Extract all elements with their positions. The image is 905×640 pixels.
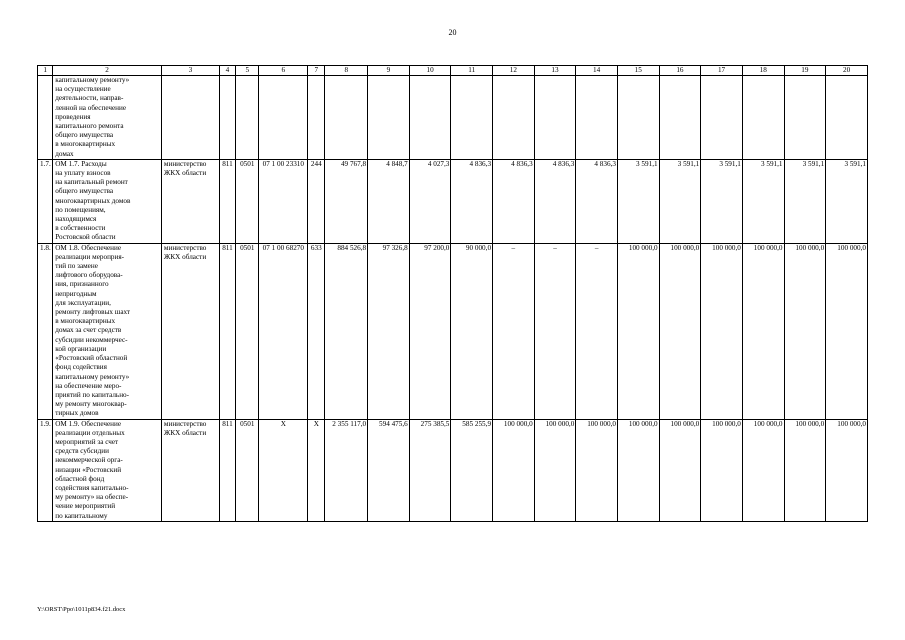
amount-cell: 3 591,1 — [617, 159, 659, 243]
grbs-code-cell: 811 — [219, 243, 235, 419]
amount-cell: – — [576, 243, 618, 419]
description-line: на обеспечение меро- — [55, 381, 122, 390]
description-line: по помещениям, — [55, 205, 106, 214]
amount-cell — [409, 76, 451, 160]
amount-cell: 100 000,0 — [617, 243, 659, 419]
description-line: реализации мероприя- — [55, 252, 125, 261]
target-code-cell: 07 1 00 68270 — [259, 243, 308, 419]
description-line: ремонту лифтовых шахт — [55, 308, 131, 317]
amount-cell: 100 000,0 — [742, 419, 784, 521]
amount-cell: 3 591,1 — [826, 159, 868, 243]
description-line: непригодным — [55, 289, 97, 298]
section-code-cell: 0501 — [236, 419, 259, 521]
column-number-cell: 8 — [325, 66, 368, 76]
column-number-cell: 14 — [576, 66, 618, 76]
amount-cell — [451, 76, 493, 160]
description-line: многоквартирных домов — [55, 196, 131, 205]
amount-cell: 100 000,0 — [826, 419, 868, 521]
amount-cell: 100 000,0 — [784, 419, 826, 521]
amount-cell — [784, 76, 826, 160]
column-number-cell: 11 — [451, 66, 493, 76]
amount-cell: 585 255,9 — [451, 419, 493, 521]
expense-type-cell: 633 — [308, 243, 325, 419]
description-line: областной фонд — [55, 474, 105, 483]
column-number-cell: 6 — [259, 66, 308, 76]
column-number-cell: 13 — [534, 66, 576, 76]
amount-cell — [826, 76, 868, 160]
executor-line: министерство — [163, 419, 207, 428]
amount-cell: 100 000,0 — [701, 243, 743, 419]
description-line: некоммерческой орга- — [55, 456, 123, 465]
amount-cell: 100 000,0 — [742, 243, 784, 419]
amount-cell — [576, 76, 618, 160]
description-line: ОМ 1.7. Расходы — [55, 159, 107, 168]
amount-cell — [325, 76, 368, 160]
description-line: тий по замене — [55, 262, 98, 271]
amount-cell: 3 591,1 — [659, 159, 701, 243]
executor-cell — [161, 76, 219, 160]
target-code-cell: 07 1 00 23310 — [259, 159, 308, 243]
description-line: субсидии некоммерчес- — [55, 335, 128, 344]
amount-cell — [701, 76, 743, 160]
description-line: му ремонту многоквар- — [55, 400, 127, 409]
executor-line: ЖКХ области — [163, 428, 207, 437]
amount-cell: 594 475,6 — [368, 419, 410, 521]
amount-cell — [742, 76, 784, 160]
executor-line: министерство — [163, 159, 207, 168]
description-line: ОМ 1.8. Обеспечение — [55, 243, 122, 252]
grbs-code-cell: 811 — [219, 419, 235, 521]
description-line: приятий по капитально- — [55, 390, 130, 399]
column-number-cell: 4 — [219, 66, 235, 76]
amount-cell — [493, 76, 535, 160]
amount-cell: 100 000,0 — [659, 243, 701, 419]
description-cell — [53, 419, 162, 521]
description-line: мероприятий за счет — [55, 437, 119, 446]
amount-cell: 100 000,0 — [784, 243, 826, 419]
amount-cell — [617, 76, 659, 160]
expense-type-cell: Х — [308, 419, 325, 521]
column-number-cell: 5 — [236, 66, 259, 76]
amount-cell: 4 836,3 — [576, 159, 618, 243]
amount-cell: 49 767,8 — [325, 159, 368, 243]
executor-line: ЖКХ области — [163, 252, 207, 261]
description-line: в собственности — [55, 224, 106, 233]
description-line: по капитальному — [55, 511, 108, 520]
column-number-cell: 3 — [161, 66, 219, 76]
description-line: на капитальный ремонт — [55, 178, 128, 187]
program-table-container — [37, 65, 868, 522]
column-number-cell: 20 — [826, 66, 868, 76]
description-cell — [53, 76, 162, 160]
amount-cell: 4 027,3 — [409, 159, 451, 243]
column-number-cell: 10 — [409, 66, 451, 76]
description-line: капитальному ремонту» — [55, 372, 130, 381]
amount-cell: 100 000,0 — [659, 419, 701, 521]
executor-cell — [161, 419, 219, 521]
file-path-footer: Y:\ORST\Ppo\1011p834.f21.docx — [37, 606, 126, 613]
description-cell — [53, 159, 162, 243]
description-line: на уплату взносов — [55, 169, 111, 178]
amount-cell — [368, 76, 410, 160]
amount-cell — [659, 76, 701, 160]
row-number-cell: 1.9. — [38, 419, 53, 521]
description-line: в многоквартирных — [55, 140, 116, 149]
description-line: фонд содействия — [55, 363, 107, 372]
column-number-cell: 19 — [784, 66, 826, 76]
amount-cell: 3 591,1 — [701, 159, 743, 243]
description-line: Ростовской области — [55, 233, 116, 242]
amount-cell: 3 591,1 — [784, 159, 826, 243]
amount-cell: 100 000,0 — [826, 243, 868, 419]
executor-line: министерство — [163, 243, 207, 252]
amount-cell: – — [493, 243, 535, 419]
table-row — [38, 159, 868, 243]
description-line: капитального ремонта — [55, 122, 124, 131]
description-line: общего имущества — [55, 187, 114, 196]
description-line: ленной на обеспечение — [55, 103, 127, 112]
amount-cell: 2 355 117,0 — [325, 419, 368, 521]
amount-cell: 90 000,0 — [451, 243, 493, 419]
description-line: общего имущества — [55, 131, 114, 140]
grbs-code-cell: 811 — [219, 159, 235, 243]
description-line: ОМ 1.9. Обеспечение — [55, 419, 122, 428]
amount-cell: 100 000,0 — [534, 419, 576, 521]
section-code-cell — [236, 76, 259, 160]
column-number-cell: 16 — [659, 66, 701, 76]
column-number-cell: 2 — [53, 66, 162, 76]
description-line: находящимся — [55, 215, 97, 224]
executor-line: ЖКХ области — [163, 169, 207, 178]
amount-cell: 100 000,0 — [617, 419, 659, 521]
expense-type-cell: 244 — [308, 159, 325, 243]
column-number-cell: 9 — [368, 66, 410, 76]
description-line: «Ростовский областной — [55, 354, 128, 363]
executor-cell — [161, 243, 219, 419]
description-line: реализации отдельных — [55, 428, 125, 437]
column-number-cell: 1 — [38, 66, 53, 76]
page-number: 20 — [448, 28, 457, 37]
description-line: содействия капитально- — [55, 483, 129, 492]
description-line: средств субсидии — [55, 447, 109, 456]
amount-cell: 884 526,8 — [325, 243, 368, 419]
amount-cell — [534, 76, 576, 160]
amount-cell: 100 000,0 — [701, 419, 743, 521]
table-row — [38, 243, 868, 419]
amount-cell: 3 591,1 — [742, 159, 784, 243]
description-line: для эксплуатации, — [55, 298, 111, 307]
description-line: деятельности, направ- — [55, 94, 124, 103]
section-code-cell: 0501 — [236, 159, 259, 243]
description-line: на осуществление — [55, 85, 111, 94]
target-code-cell — [259, 76, 308, 160]
description-line: чение мероприятий — [55, 502, 116, 511]
column-number-cell: 12 — [493, 66, 535, 76]
column-number-cell: 15 — [617, 66, 659, 76]
description-line: в многоквартирных — [55, 317, 116, 326]
amount-cell: 275 385,5 — [409, 419, 451, 521]
amount-cell: 4 836,3 — [493, 159, 535, 243]
expense-type-cell — [308, 76, 325, 160]
description-line: лифтового оборудова- — [55, 271, 123, 280]
column-number-cell: 18 — [742, 66, 784, 76]
section-code-cell: 0501 — [236, 243, 259, 419]
description-line: тирных домов — [55, 409, 99, 418]
row-number-cell — [38, 76, 53, 160]
program-table — [37, 65, 868, 522]
description-line: му ремонту» на обеспе- — [55, 493, 129, 502]
description-line: ния, признанного — [55, 280, 109, 289]
table-row — [38, 419, 868, 521]
row-number-cell: 1.8. — [38, 243, 53, 419]
amount-cell: 100 000,0 — [576, 419, 618, 521]
description-cell — [53, 243, 162, 419]
description-line: капитальному ремонту» — [55, 76, 130, 84]
table-row — [38, 76, 868, 160]
column-number-cell: 17 — [701, 66, 743, 76]
amount-cell: 4 836,3 — [534, 159, 576, 243]
amount-cell: 4 836,3 — [451, 159, 493, 243]
column-number-cell: 7 — [308, 66, 325, 76]
executor-cell — [161, 159, 219, 243]
amount-cell: 4 848,7 — [368, 159, 410, 243]
description-line: домах за счет средств — [55, 326, 122, 335]
amount-cell: – — [534, 243, 576, 419]
description-line: домах — [55, 149, 74, 158]
target-code-cell: Х — [259, 419, 308, 521]
amount-cell: 100 000,0 — [493, 419, 535, 521]
description-line: низации «Ростовский — [55, 465, 122, 474]
row-number-cell: 1.7. — [38, 159, 53, 243]
description-line: проведения — [55, 112, 91, 121]
amount-cell: 97 326,8 — [368, 243, 410, 419]
grbs-code-cell — [219, 76, 235, 160]
amount-cell: 97 200,0 — [409, 243, 451, 419]
column-number-row — [38, 66, 868, 76]
description-line: кой организации — [55, 344, 107, 353]
